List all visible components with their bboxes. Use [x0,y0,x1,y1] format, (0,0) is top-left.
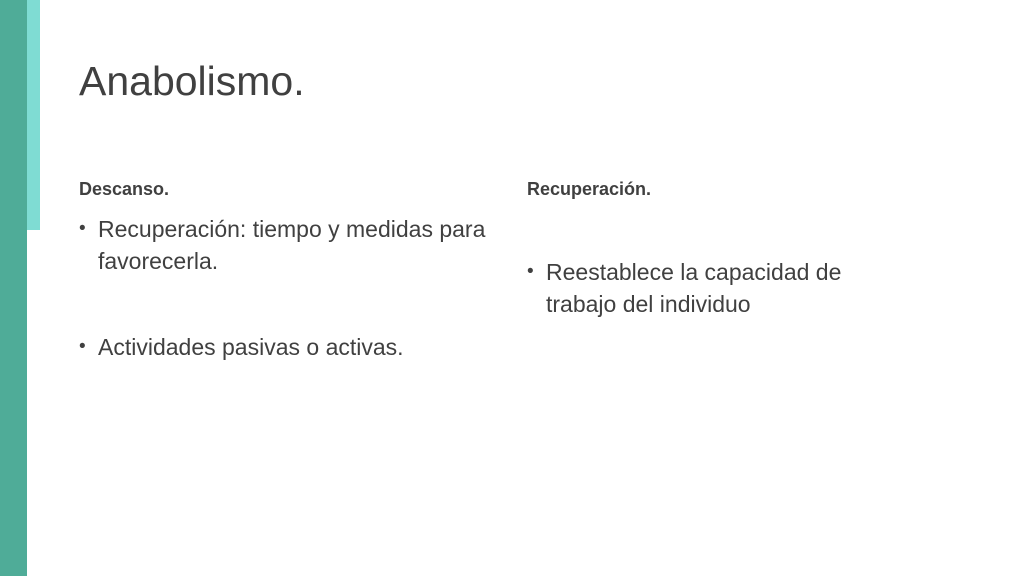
bullet-icon: • [79,218,86,239]
slide-title: Anabolismo. [79,58,305,104]
bullet-text: Recuperación: tiempo y medidas para favorecerla. [98,216,486,274]
bullet-icon: • [79,336,86,357]
list-item [79,213,509,277]
accent-bar-light [27,0,40,230]
list-item [527,256,887,320]
bullet-icon: • [527,261,534,282]
left-column [79,0,509,576]
accent-bar-dark [0,0,27,576]
right-column [527,0,927,576]
right-column-heading: Recuperación. [527,179,652,199]
left-column-heading: Descanso. [79,179,170,199]
bullet-text: Reestablece la capacidad de trabajo del individuo [546,259,842,317]
bullet-text: Actividades pasivas o activas. [98,334,404,360]
list-item [79,331,509,363]
